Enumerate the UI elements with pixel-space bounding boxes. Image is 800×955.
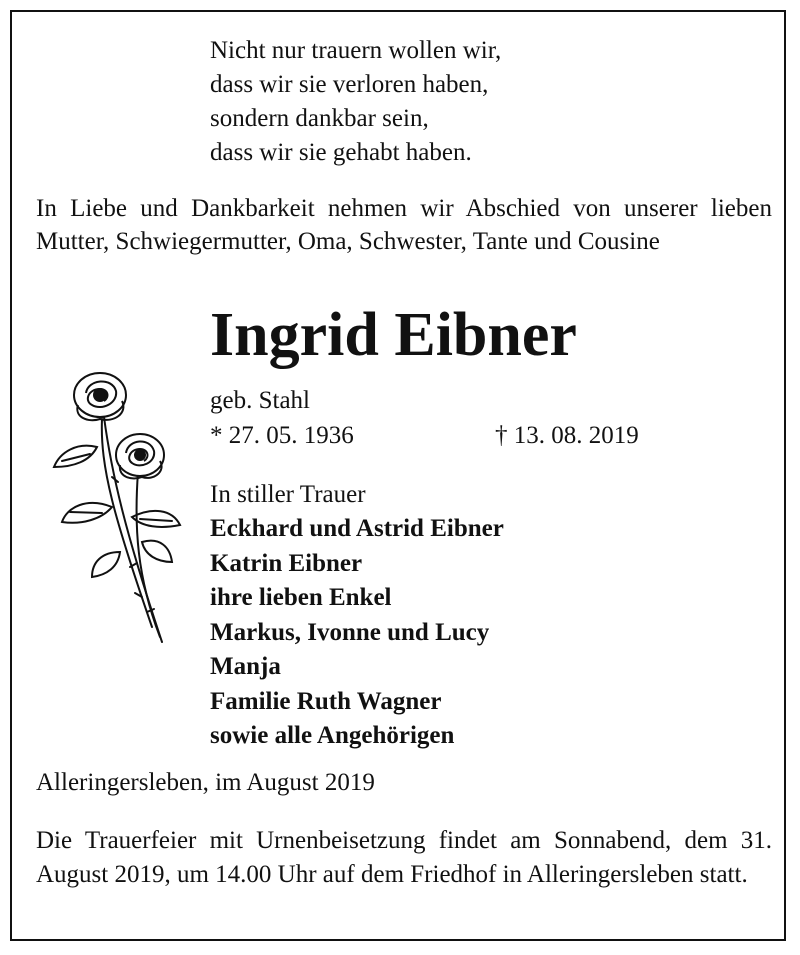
mourner-name: sowie alle Angehörigen (210, 722, 455, 749)
mourner-name: Katrin Eibner (210, 549, 363, 577)
poem (210, 34, 501, 170)
mourner-name: Eckhard und Astrid Eibner (210, 515, 504, 542)
poem-line: sondern dankbar sein, (210, 105, 429, 132)
mourner-name: Familie Ruth Wagner (210, 687, 442, 715)
poem-line: Nicht nur trauern wollen wir, (210, 37, 502, 64)
poem-line: dass wir sie gehabt haben. (210, 139, 472, 166)
poem-line: dass wir sie verloren haben, (210, 71, 489, 98)
deceased-name: Ingrid Eibner (210, 301, 577, 369)
intro-text: In Liebe und Dankbarkeit nehmen wir Abschied von unserer lieben Mutter, Schwiegermutter, Oma, Schwester, Tante und Cousine (36, 195, 772, 255)
birth-date: * 27. 05. 1936 (210, 422, 354, 449)
mourner-name: Manja (210, 653, 281, 680)
roses-icon (42, 357, 182, 647)
mourner-name: ihre lieben Enkel (210, 584, 392, 611)
mourners-list (210, 512, 504, 754)
birth-name: geb. Stahl (210, 387, 310, 414)
mourning-intro: In stiller Trauer (210, 481, 366, 508)
obituary-frame (10, 10, 786, 941)
death-date: † 13. 08. 2019 (495, 422, 639, 449)
mourner-name: Markus, Ivonne und Lucy (210, 618, 490, 646)
place-date: Alleringersleben, im August 2019 (36, 769, 375, 796)
service-notice: Die Trauerfeier mit Urnenbeisetzung findet am Sonnabend, dem 31. August 2019, um 14.00 Uhr auf dem Friedhof in Alleringersleben statt. (36, 827, 772, 888)
